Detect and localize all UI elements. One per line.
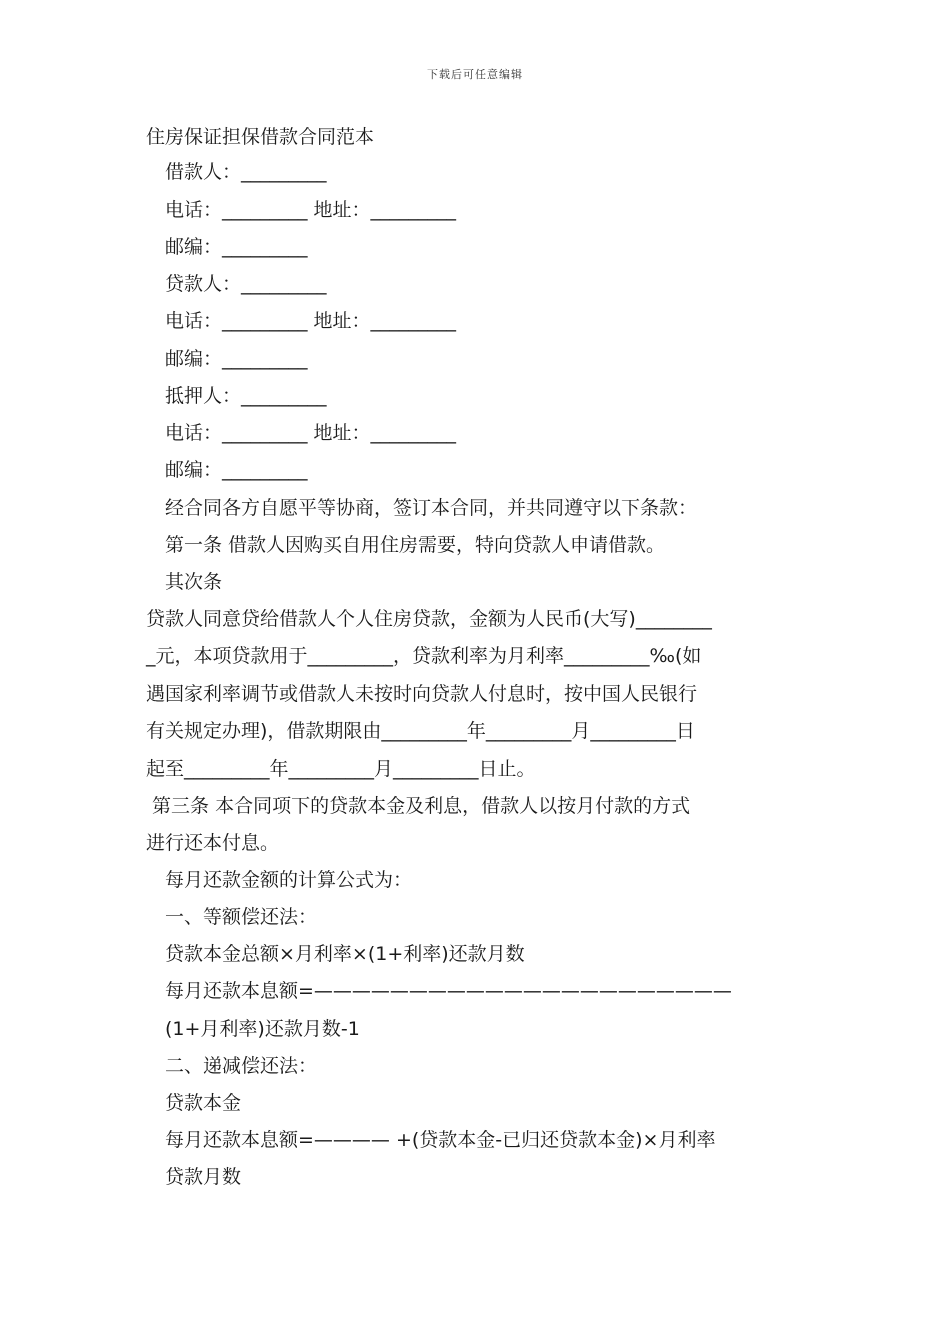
mortgagor-line: 抵押人：_________ bbox=[165, 385, 327, 407]
article-2-text-line: _元，本项贷款用于_________，贷款利率为月利率_________‰(如 bbox=[146, 645, 702, 667]
preamble-paragraph: 经合同各方自愿平等协商，签订本合同，并共同遵守以下条款： bbox=[165, 497, 698, 519]
method-1-heading: 一、等额偿还法： bbox=[165, 906, 318, 928]
article-2-text-line: 有关规定办理)，借款期限由_________年_________月_________日 bbox=[146, 720, 695, 742]
mortgagor-contact-line: 电话：_________ 地址：_________ bbox=[165, 422, 457, 444]
borrower-postcode-line: 邮编：_________ bbox=[165, 236, 308, 258]
article-3-text-line: 进行还本付息。 bbox=[146, 832, 280, 854]
method-1-formula: 每月还款本息额=—————————————————————— bbox=[165, 980, 732, 1002]
method-2-numerator: 贷款本金 bbox=[165, 1092, 242, 1114]
article-2-text-line: 起至_________年_________月_________日止。 bbox=[146, 758, 536, 780]
lender-line: 贷款人：_________ bbox=[165, 273, 327, 295]
borrower-contact-line: 电话：_________ 地址：_________ bbox=[165, 199, 457, 221]
article-2-text-line: 遇国家利率调节或借款人未按时向贷款人付息时，按中国人民银行 bbox=[146, 683, 698, 705]
article-2-text-line: 贷款人同意贷给借款人个人住房贷款，金额为人民币(大写)________ bbox=[146, 608, 712, 630]
lender-contact-line: 电话：_________ 地址：_________ bbox=[165, 310, 457, 332]
article-1: 第一条 借款人因购买自用住房需要，特向贷款人申请借款。 bbox=[165, 534, 666, 556]
header-note: 下载后可任意编辑 bbox=[427, 68, 523, 81]
method-1-denominator: (1+月利率)还款月数-1 bbox=[165, 1018, 360, 1040]
document-title: 住房保证担保借款合同范本 bbox=[146, 126, 375, 148]
formula-intro: 每月还款金额的计算公式为： bbox=[165, 869, 413, 891]
method-2-denominator: 贷款月数 bbox=[165, 1166, 242, 1188]
article-2-heading: 其次条 bbox=[165, 571, 223, 593]
article-3-text-line: 第三条 本合同项下的贷款本金及利息，借款人以按月付款的方式 bbox=[146, 795, 691, 817]
method-2-heading: 二、递减偿还法： bbox=[165, 1055, 318, 1077]
borrower-line: 借款人：_________ bbox=[165, 161, 327, 183]
method-1-numerator: 贷款本金总额×月利率×(1+利率)还款月数 bbox=[165, 943, 525, 965]
lender-postcode-line: 邮编：_________ bbox=[165, 348, 308, 370]
method-2-formula: 每月还款本息额=———— +(贷款本金-已归还贷款本金)×月利率 bbox=[165, 1129, 716, 1151]
mortgagor-postcode-line: 邮编：_________ bbox=[165, 459, 308, 481]
